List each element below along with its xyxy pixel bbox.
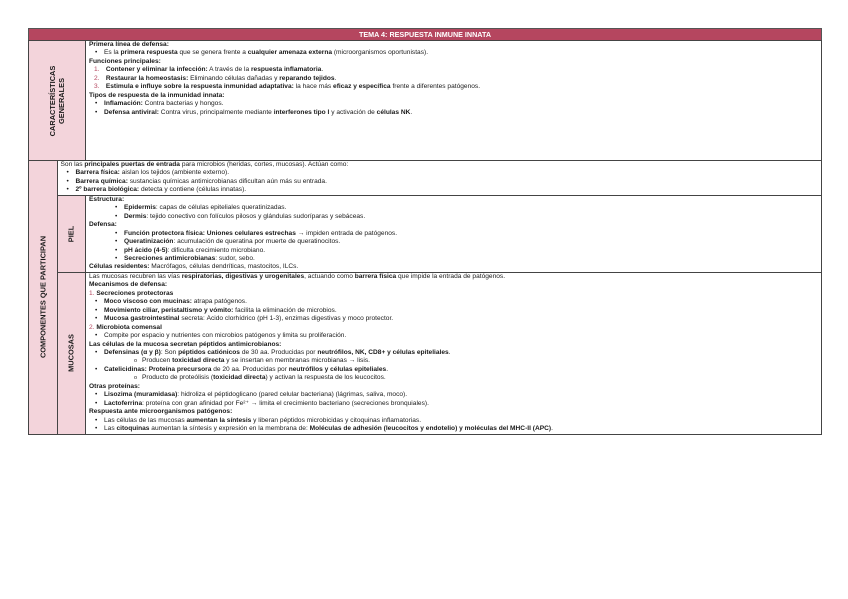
list-item: • Barrera física: aislan los tejidos (ambiente externo). <box>58 169 822 177</box>
cell-componentes-intro <box>57 161 822 196</box>
row-caracteristicas <box>29 41 822 161</box>
section-heading: Respuesta ante microorganismos patógenos: <box>89 408 233 416</box>
section-heading: Primera línea de defensa: <box>89 41 169 48</box>
section-heading: Las células de la mucosa secretan péptidos antimicrobianos: <box>89 340 282 348</box>
section-heading: Defensa: <box>89 221 117 229</box>
row-mucosas <box>29 272 822 434</box>
section-label: COMPONENTES QUE PARTICIPAN <box>38 236 48 359</box>
list-item: • Barrera química: sustancias químicas antimicrobianas dificultan aún más su entrada. <box>58 178 822 186</box>
list-item: • Moco viscoso con mucinas: atrapa patógenos. <box>86 298 821 306</box>
list-item: • Lactoferrina: proteína con gran afinidad por Fe²⁺ → limita el crecimiento bacteriano (secreciones bronquiales). <box>86 400 821 408</box>
list-item: • Las citoquinas aumentan la síntesis y expresión en la membrana de: Moléculas de adhesión (leucocitos y endotelio) y moléculas del MHC-II (APC). <box>86 425 821 433</box>
list-subitem: o Producen toxicidad directa y se insertan en membranas microbianas → lisis. <box>86 357 821 365</box>
section-heading: Funciones principales: <box>89 57 161 65</box>
list-item: • Queratinización: acumulación de queratina por muerte de queratinocitos. <box>86 238 821 246</box>
list-item: • Defensa antiviral: Contra virus, principalmente mediante interferones tipo I y activación de células NK. <box>86 109 821 117</box>
section-heading: Otras proteínas: <box>89 382 140 390</box>
list-item: 3. Estimula e influye sobre la respuesta inmunidad adaptativa: la hace más eficaz y específica frente a diferentes patógenos. <box>94 83 481 91</box>
document-page <box>28 28 822 435</box>
label-piel <box>57 195 86 272</box>
list-item: • Defensinas (α y β): Son péptidos catiónicos de 30 aa. Producidas por neutrófilos, NK, CD8+ y células epiteliales. <box>86 349 821 357</box>
list-item: • Las células de las mucosas aumentan la síntesis y liberan péptidos microbicidas y citoquinas inflamatorias. <box>86 417 821 425</box>
list-item: • Movimiento ciliar, peristaltismo y vómito: facilita la eliminación de microbios. <box>86 307 821 315</box>
list-item: • Dermis: tejido conectivo con folículos pilosos y glándulas sudoríparas y sebáceas. <box>86 213 821 221</box>
label-mucosas <box>57 272 86 434</box>
list-item: • Es la primera respuesta que se genera frente a cualquier amenaza externa (microorganismos oportunistas). <box>86 49 821 57</box>
intro-text: Las mucosas recubren las vías respiratorias, digestivas y urogenitales, actuando como barrera física que impide la entrada de patógenos. <box>89 272 506 280</box>
list-item: • Compite por espacio y nutrientes con microbios patógenos y limita su proliferación. <box>86 332 821 340</box>
list-item: • pH ácido (4-5): dificulta crecimiento microbiano. <box>86 247 821 255</box>
section-label: PIEL <box>66 225 76 243</box>
label-componentes <box>29 161 58 435</box>
row-piel <box>29 195 822 272</box>
list-item: 2. Restaurar la homeostasis: Eliminando células dañadas y reparando tejidos. <box>94 74 337 82</box>
list-item: • Función protectora física: Uniones celulares estrechas → impiden entrada de patógenos. <box>86 230 821 238</box>
list-item: • 2º barrera biológica: detecta y contiene (células innatas). <box>58 186 822 194</box>
cell-piel <box>86 195 822 272</box>
list-item: 1. Contener y eliminar la infección: A través de la respuesta inflamatoria. <box>94 66 324 74</box>
list-item: Células residentes: Macrófagos, células dendríticas, mastocitos, ILCs. <box>89 263 299 271</box>
list-item: • Inflamación: Contra bacterias y hongos. <box>86 100 821 108</box>
label-line: CARACTERÍSTICAS <box>48 65 57 136</box>
label-caracteristicas <box>29 41 86 161</box>
section-heading: Tipos de respuesta de la inmunidad innata: <box>89 91 225 99</box>
list-item: • Mucosa gastrointestinal secreta: Ácido clorhídrico (pH 1-3), enzimas digestivas y moco protector. <box>86 315 821 323</box>
cell-mucosas <box>86 272 822 434</box>
list-item: • Epidermis: capas de células epiteliales queratinizadas. <box>86 204 821 212</box>
cell-caracteristicas <box>86 41 822 161</box>
list-item: • Secreciones antimicrobianas: sudor, sebo. <box>86 255 821 263</box>
section-heading: 2. Microbiota comensal <box>89 323 162 331</box>
list-item: • Catelicidinas: Proteína precursora de 20 aa. Producidas por neutrófilos y células epiteliales. <box>86 366 821 374</box>
row-componentes-intro <box>29 161 822 196</box>
content-table <box>28 40 822 435</box>
list-subitem: o Producto de proteólisis (toxicidad directa) y activan la respuesta de los leucocitos. <box>86 374 821 382</box>
intro-text: Son las principales puertas de entrada para microbios (heridas, cortes, mucosas). Actúan como: <box>60 161 349 168</box>
label-line: GENERALES <box>57 77 66 124</box>
section-heading: 1. Secreciones protectoras <box>89 289 174 297</box>
section-heading: Estructura: <box>89 195 125 203</box>
page-title: TEMA 4: RESPUESTA INMUNE INNATA <box>28 28 822 40</box>
section-heading: Mecanismos de defensa: <box>89 281 168 289</box>
list-item: • Lisozima (muramidasa): hidroliza el péptidoglicano (pared celular bacteriana) (lágrimas, saliva, moco). <box>86 391 821 399</box>
section-label: MUCOSAS <box>66 334 76 373</box>
